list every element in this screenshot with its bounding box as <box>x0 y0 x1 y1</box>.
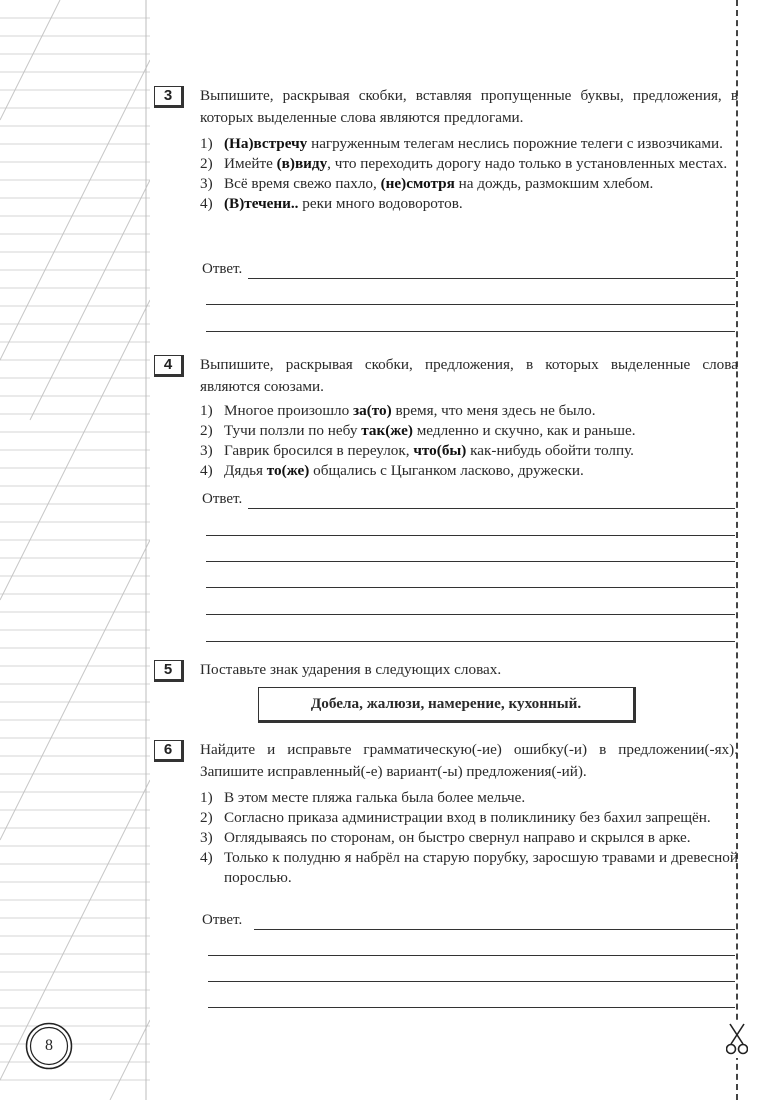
task-number: 4 <box>154 355 184 377</box>
list-item: 1) Многое произошло за(то) время, что меня здесь не было. <box>200 402 596 419</box>
ruled-margin <box>0 0 150 1100</box>
answer-line[interactable] <box>206 331 735 332</box>
task-number: 5 <box>154 660 184 682</box>
list-item: 1) В этом месте пляжа галька была более мельче. <box>200 789 526 806</box>
task-6 <box>150 740 740 1010</box>
list-item: 2) Тучи ползли по небу так(же) медленно и скучно, как и раньше. <box>200 422 636 439</box>
list-item: 3) Гаврик бросился в переулок, что(бы) как-нибудь обойти толпу. <box>200 442 634 459</box>
list-item: 1) (На)встречу нагруженным телегам неслись порожние телеги с извозчиками. <box>200 135 723 152</box>
scissors-icon <box>726 1022 748 1058</box>
answer-line[interactable] <box>208 955 735 956</box>
task-prompt: Найдите и исправьте грамматическую(-ие) ошибку(-и) в предложении(-ях). Запишите исправленный(-е) вариант(-ы) предложения(-ий). <box>200 741 738 780</box>
page-number: 8 <box>45 1037 53 1054</box>
answer-label: Ответ. <box>202 261 243 277</box>
word-box: Добела, жалюзи, намерение, кухонный. <box>258 687 636 723</box>
task-prompt: Выпишите, раскрывая скобки, предложения, в которых выделенные слова являются союзами. <box>200 356 738 395</box>
list-item: 4) (В)течени.. реки много водоворотов. <box>200 195 463 212</box>
answer-label: Ответ. <box>202 912 243 928</box>
list-item: 4) Только к полудню я набрёл на старую порубку, заросшую травами и древесной порослью. <box>200 849 738 886</box>
task-3 <box>150 86 740 336</box>
list-item: 2) Имейте (в)виду, что переходить дорогу надо только в установленных местах. <box>200 155 728 172</box>
answer-line[interactable] <box>208 981 735 982</box>
answer-line[interactable] <box>206 587 735 588</box>
answer-line[interactable] <box>206 614 735 615</box>
answer-line[interactable] <box>206 304 735 305</box>
task-4 <box>150 355 740 645</box>
answer-line[interactable] <box>248 508 735 509</box>
list-item: 3) Всё время свежо пахло, (не)смотря на дождь, размокшим хлебом. <box>200 175 654 192</box>
task-number: 6 <box>154 740 184 762</box>
task-number: 3 <box>154 86 184 108</box>
answer-line[interactable] <box>206 535 735 536</box>
answer-line[interactable] <box>254 929 735 930</box>
list-item: 4) Дядья то(же) общались с Цыганком ласково, дружески. <box>200 462 584 479</box>
answer-line[interactable] <box>248 278 735 279</box>
list-item: 3) Оглядываясь по сторонам, он быстро свернул направо и скрылся в арке. <box>200 829 691 846</box>
task-prompt: Выпишите, раскрывая скобки, вставляя пропущенные буквы, предложения, в которых выделенные слова являются предлогами. <box>200 87 738 126</box>
task-prompt: Поставьте знак ударения в следующих словах. <box>200 661 502 678</box>
task-items <box>200 134 738 214</box>
answer-label: Ответ. <box>202 491 243 507</box>
task-items <box>200 401 738 481</box>
task-5 <box>150 660 740 730</box>
answer-line[interactable] <box>206 561 735 562</box>
list-item: 2) Согласно приказа администрации вход в поликлинику без бахил запрещён. <box>200 809 711 826</box>
task-items <box>200 788 738 888</box>
answer-line[interactable] <box>208 1007 735 1008</box>
answer-line[interactable] <box>206 641 735 642</box>
page-number-badge <box>25 1022 73 1070</box>
